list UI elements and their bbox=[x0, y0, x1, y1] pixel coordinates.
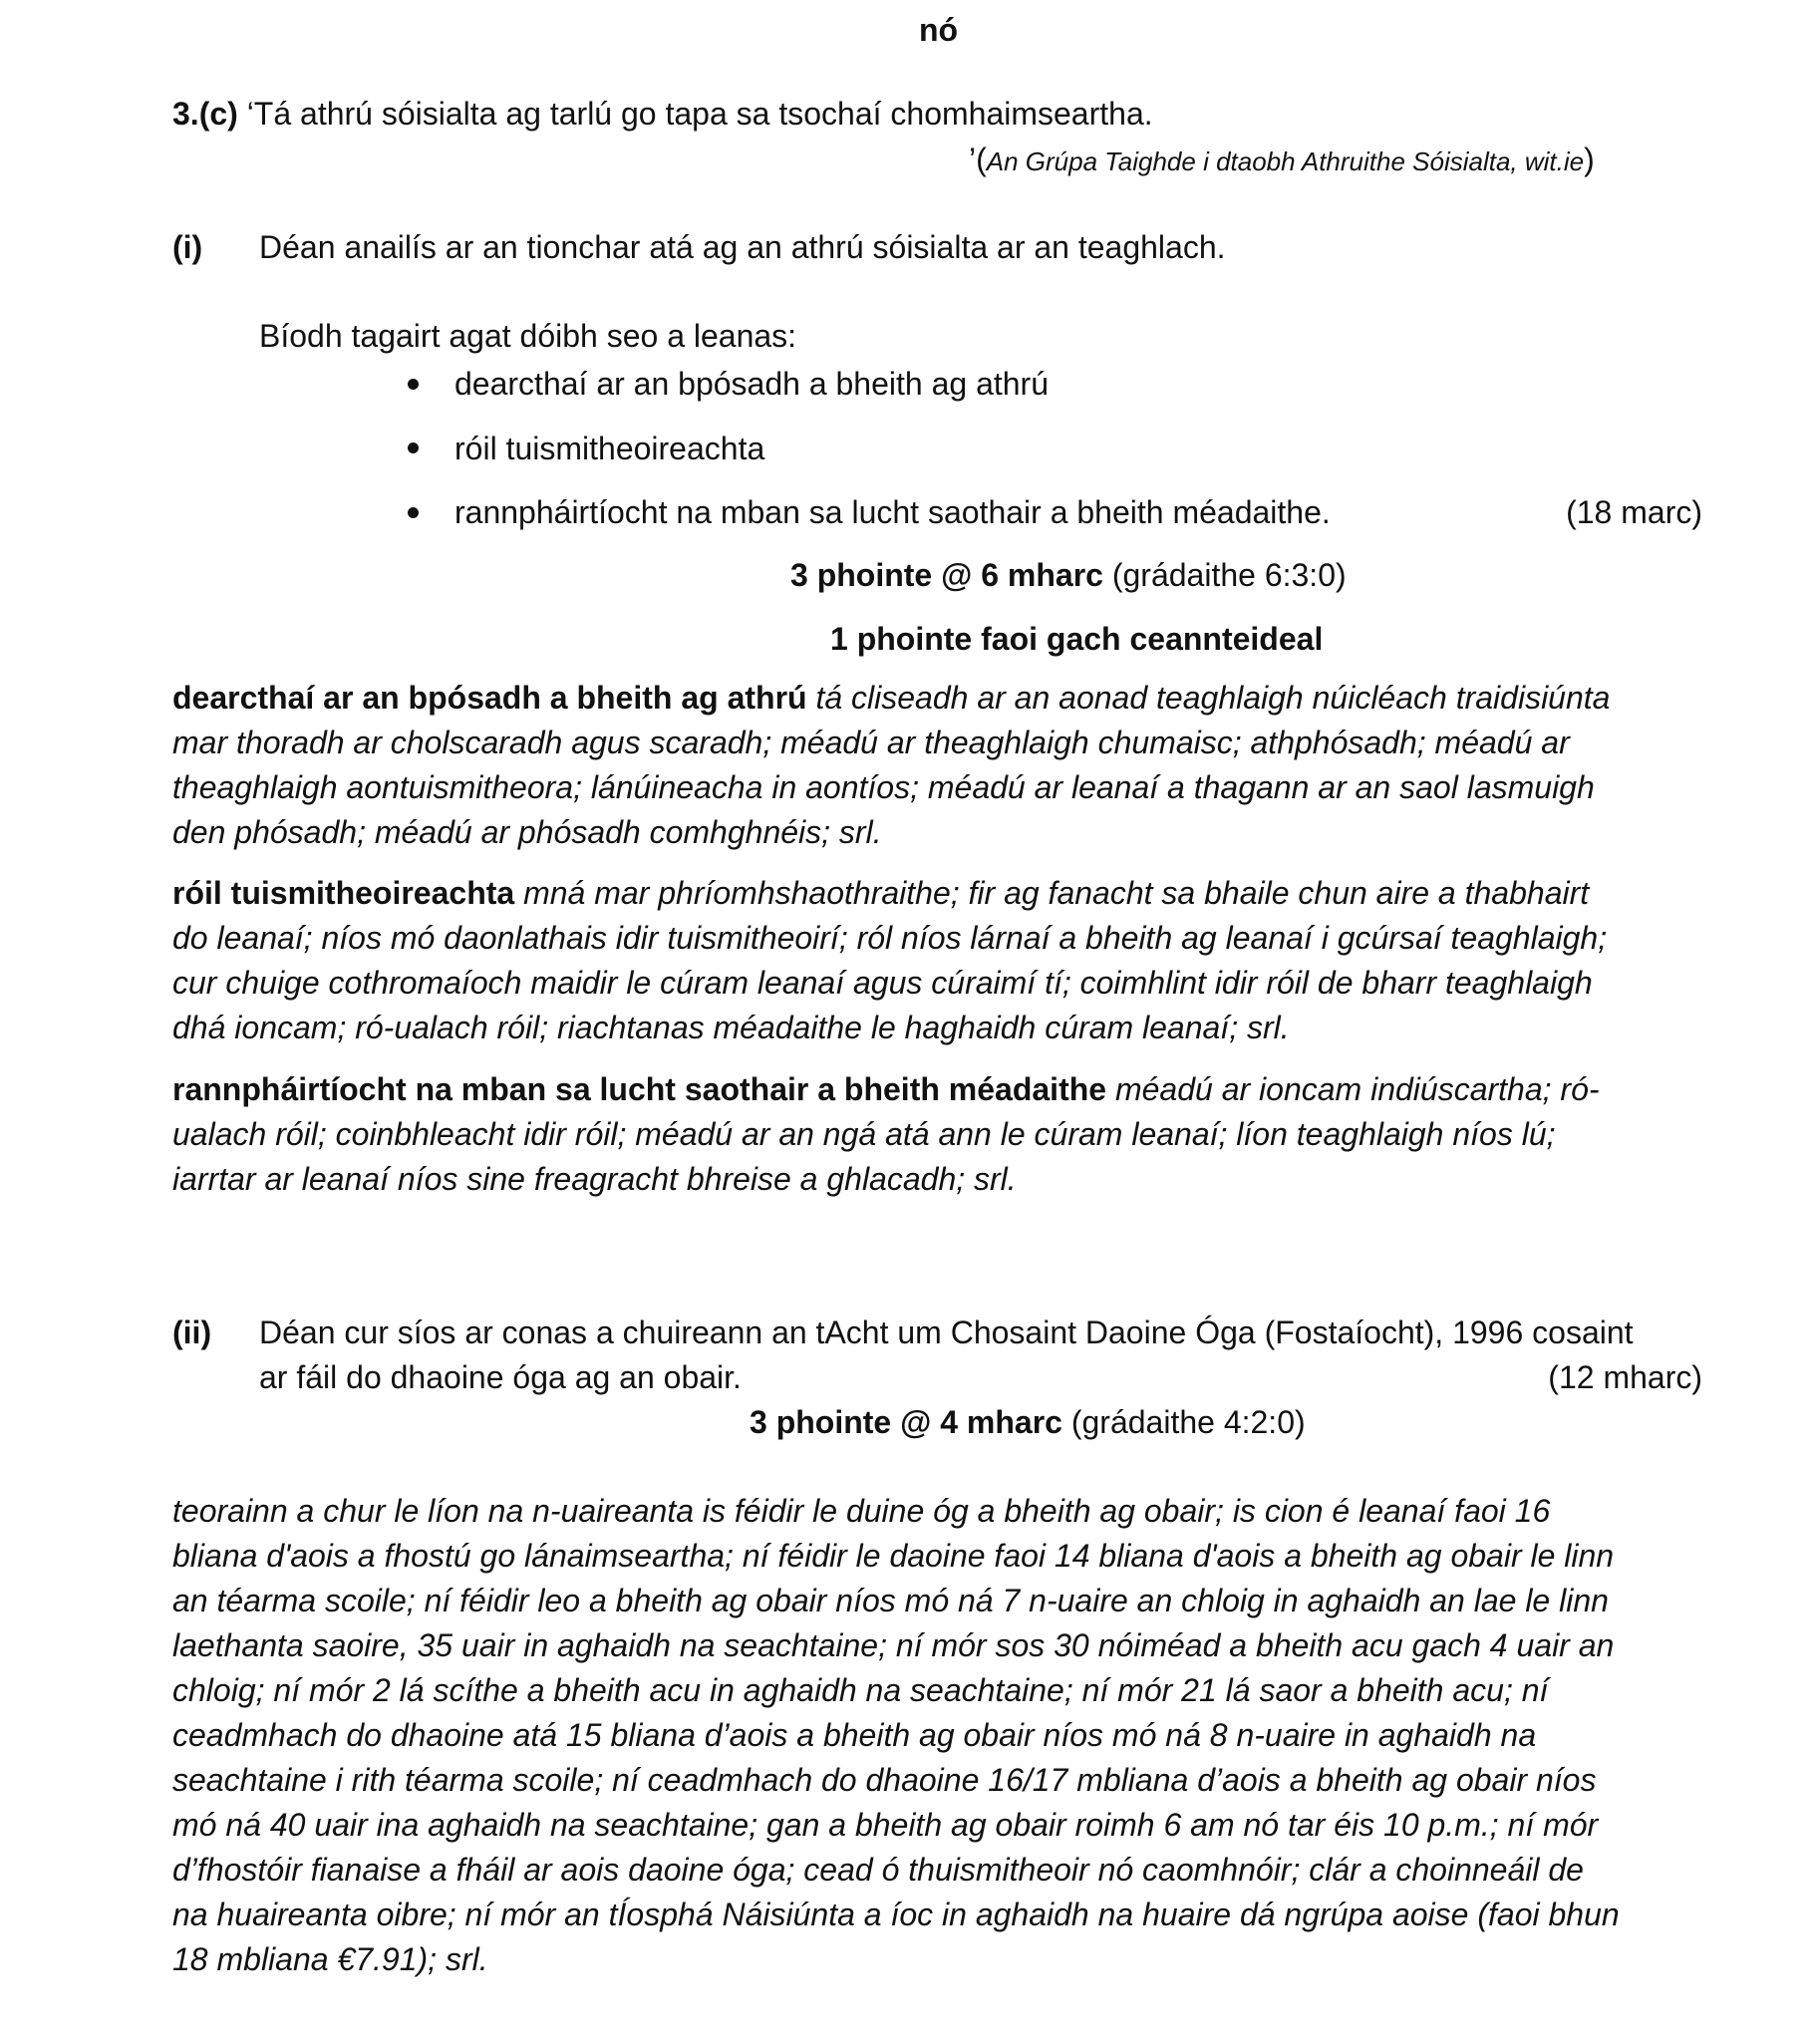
answer-line: do leanaí; níos mó daonlathais idir tuismitheoirí; ról níos lárnaí a bheith ag leanaí i gcúrsaí teaghlaigh; bbox=[172, 920, 1608, 956]
answer-line bbox=[172, 871, 1607, 916]
part-i-scheme-note: 1 phointe faoi gach ceannteideal bbox=[830, 621, 1324, 657]
source-citation: An Grúpa Taighde i dtaobh Athruithe Sóisialta, wit.ie bbox=[986, 146, 1585, 176]
bullet-dot bbox=[408, 507, 419, 518]
answer-line bbox=[172, 676, 1610, 721]
bullet-dot bbox=[408, 442, 419, 453]
part-i-marking-scheme bbox=[790, 553, 1347, 597]
separator-heading: nó bbox=[919, 12, 959, 48]
part-ii-label: (ii) bbox=[172, 1314, 212, 1350]
bullet-item: róil tuismitheoireachta bbox=[454, 431, 765, 466]
answer-line: teorainn a chur le líon na n-uaireanta is féidir le duine óg a bheith ag obair; is cion é leanaí faoi 16 bbox=[172, 1493, 1551, 1529]
answer-text: mná mar phríomhshaothraithe; fir ag fanacht sa bhaile chun aire a thabhairt bbox=[514, 875, 1590, 911]
bullet-item: dearcthaí ar an bpósadh a bheith ag athrú bbox=[454, 366, 1049, 402]
answer-line: d’fhostóir fianaise a fháil ar aois daoine óga; cead ó thuismitheoir nó caomhnóir; clár a choinneáil de bbox=[172, 1852, 1584, 1888]
part-ii-marks: (12 mharc) bbox=[1548, 1359, 1702, 1395]
answer-line: mar thoradh ar cholscaradh agus scaradh; méadú ar theaghlaigh chumaisc; athphósadh; méadú ar bbox=[172, 725, 1570, 760]
part-ii-marking-scheme bbox=[750, 1400, 1306, 1444]
answer-line: theaghlaigh aontuismitheora; lánúineacha in aontíos; méadú ar leanaí a thagann ar an saol lasmuigh bbox=[172, 769, 1595, 805]
answer-heading: róil tuismitheoireachta bbox=[172, 875, 515, 911]
part-i-marks: (18 marc) bbox=[1566, 494, 1702, 530]
answer-block-youth-act bbox=[172, 1489, 1620, 1982]
answer-line: chloig; ní mór 2 lá scíthe a bheith acu in aghaidh na seachtaine; ní mór 21 lá saor a bheith acu; ní bbox=[172, 1672, 1549, 1708]
answer-line: den phósadh; méadú ar phósadh comhghnéis; srl. bbox=[172, 814, 882, 850]
part-ii-prompt-line1: Déan cur síos ar conas a chuireann an tAcht um Chosaint Daoine Óga (Fostaíocht), 1996 cosaint bbox=[259, 1314, 1634, 1350]
scheme-grading: (grádaithe 6:3:0) bbox=[1102, 557, 1347, 593]
answer-line: cur chuige cothromaíoch maidir le cúram leanaí agus cúraimí tí; coimhlint idir róil de bharr teaghlaigh bbox=[172, 965, 1593, 1001]
answer-block-marriage bbox=[172, 676, 1610, 855]
question-number: 3.(c) bbox=[172, 96, 238, 132]
answer-text: méadú ar ioncam indiúscartha; ró- bbox=[1106, 1071, 1600, 1107]
scheme-points: 3 phointe @ 4 mharc bbox=[750, 1404, 1062, 1440]
answer-line: mó ná 40 uair ina aghaidh na seachtaine; gan a bheith ag obair roimh 6 am nó tar éis 10 p.m.; ní mór bbox=[172, 1807, 1599, 1843]
answer-line: ualach róil; coinbhleacht idir róil; méadú ar an ngá atá ann le cúram leanaí; líon teaghlaigh níos lú; bbox=[172, 1116, 1556, 1152]
answer-text: tá cliseadh ar an aonad teaghlaigh núicléach traidisiúnta bbox=[806, 680, 1611, 716]
answer-line: seachtaine i rith téarma scoile; ní ceadmhach do dhaoine 16/17 mbliana d’aois a bheith ag obair níos bbox=[172, 1762, 1597, 1798]
question-quote-line bbox=[172, 92, 1153, 136]
answer-line: dhá ioncam; ró-ualach róil; riachtanas méadaithe le haghaidh cúram leanaí; srl. bbox=[172, 1010, 1290, 1045]
answer-line bbox=[172, 1067, 1600, 1112]
quote-source bbox=[969, 140, 1595, 181]
answer-line: 18 mbliana €7.91); srl. bbox=[172, 1941, 488, 1977]
source-close-mark: ) bbox=[1584, 142, 1595, 177]
answer-heading: dearcthaí ar an bpósadh a bheith ag athrú bbox=[172, 680, 807, 716]
answer-heading: rannpháirtíocht na mban sa lucht saothair a bheith méadaithe bbox=[172, 1071, 1107, 1107]
answer-block-women-workforce bbox=[172, 1067, 1600, 1202]
answer-line: ceadmhach do dhaoine atá 15 bliana d’aois a bheith ag obair níos mó ná 8 n-uaire in aghaidh na bbox=[172, 1717, 1537, 1753]
answer-line: an téarma scoile; ní féidir leo a bheith ag obair níos mó ná 7 n-uaire an chloig in aghaidh an lae le linn bbox=[172, 1583, 1609, 1618]
part-i-label: (i) bbox=[172, 229, 203, 265]
answer-line: bliana d'aois a fhostú go lánaimseartha; ní féidir le daoine faoi 14 bliana d'aois a bheith ag obair le linn bbox=[172, 1538, 1615, 1574]
bullet-dot bbox=[408, 379, 419, 390]
bullet-item: rannpháirtíocht na mban sa lucht saothair a bheith méadaithe. bbox=[454, 494, 1331, 530]
question-quote: ‘Tá athrú sóisialta ag tarlú go tapa sa tsochaí chomhaimseartha. bbox=[246, 96, 1153, 132]
answer-line: na huaireanta oibre; ní mór an tÍosphá Náisiúnta a íoc in aghaidh na huaire dá ngrúpa aoise (faoi bhun bbox=[172, 1897, 1620, 1932]
quote-close-mark: ’( bbox=[969, 142, 987, 177]
part-ii-prompt-line2: ar fáil do dhaoine óga ag an obair. bbox=[259, 1359, 742, 1395]
answer-block-parenting bbox=[172, 871, 1607, 1050]
answer-line: iarrtar ar leanaí níos sine freagracht bhreise a ghlacadh; srl. bbox=[172, 1161, 1017, 1197]
part-i-reference-intro: Bíodh tagairt agat dóibh seo a leanas: bbox=[259, 318, 797, 354]
scheme-points: 3 phointe @ 6 mharc bbox=[790, 557, 1103, 593]
part-i-prompt: Déan anailís ar an tionchar atá ag an athrú sóisialta ar an teaghlach. bbox=[259, 229, 1226, 265]
answer-line: laethanta saoire, 35 uair in aghaidh na seachtaine; ní mór sos 30 nóiméad a bheith acu gach 4 uair an bbox=[172, 1627, 1615, 1663]
scheme-grading: (grádaithe 4:2:0) bbox=[1061, 1404, 1306, 1440]
